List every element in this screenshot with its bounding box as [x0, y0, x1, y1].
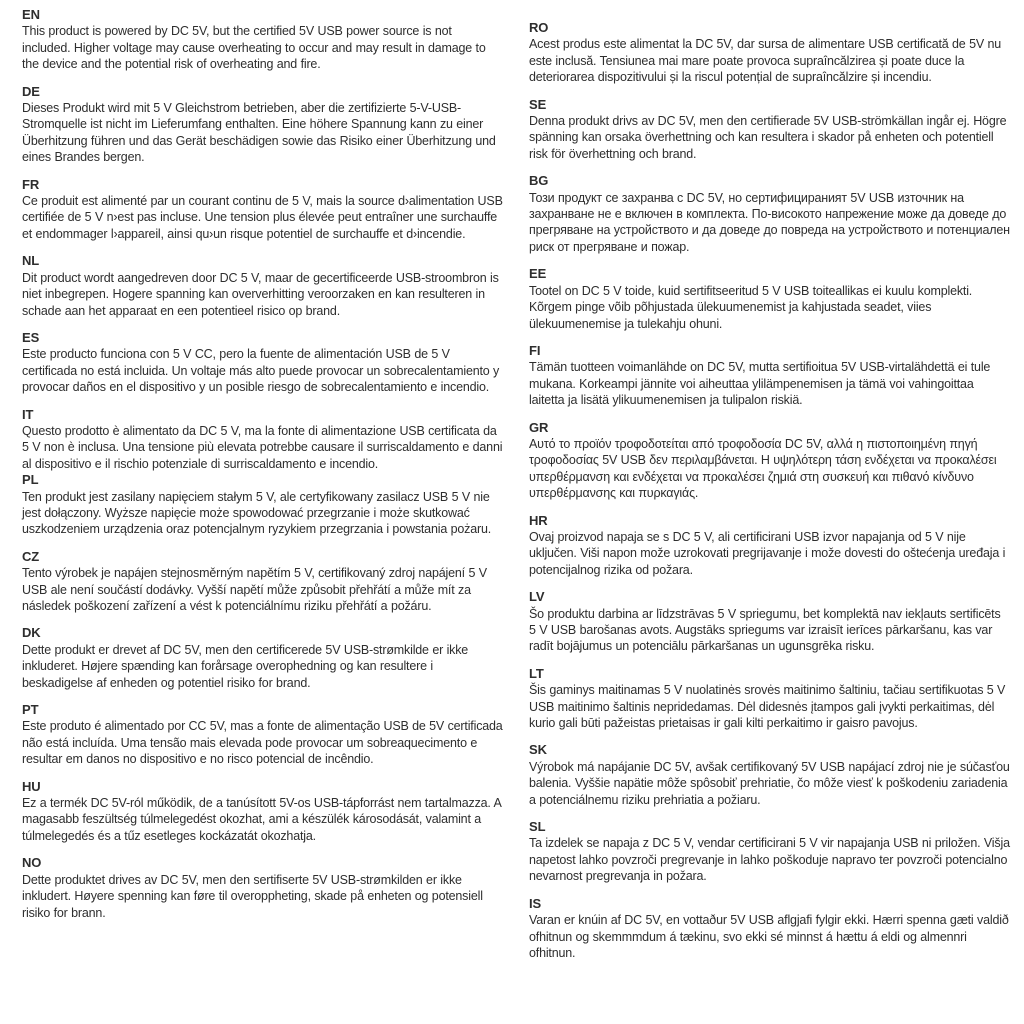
language-code-label: IS — [529, 895, 542, 911]
notice-text: Dette produkt er drevet af DC 5V, men den certificerede 5V USB-strømkilde er ikke inkluderet. Højere spænding kan forårsage overophedning og kan resultere i beskadigelse af enheden og potentiel risiko for brand. — [22, 642, 469, 690]
column-left — [22, 7, 503, 1024]
language-code-label: NL — [22, 253, 40, 269]
notice-text: Ce produit est alimenté par un courant continu de 5 V, mais la source d›alimentation USB certifiée de 5 V n›est pas incluse. Une tension plus élevée peut entraîner une surchauffe et endommager l›appareil, ainsi qu›un risque potentiel de surchauffe et d›incendie. — [22, 194, 503, 241]
language-code-label: EN — [22, 7, 40, 22]
notice-text: Questo prodotto è alimentato da DC 5 V, ma la fonte di alimentazione USB certificata da 5 V non è inclusa. Una tensione più elevata potrebbe causare il surriscaldamento e danni al dispositivo e il rischio potenziale di surriscaldamento e incendio. — [22, 423, 503, 471]
language-code-label: FR — [22, 176, 40, 192]
notice-text: Ta izdelek se napaja z DC 5 V, vendar certificirani 5 V vir napajanja USB ni priložen. Višja napetost lahko povzroči pregrevanje in lahko poškoduje napravo ter povzroči potencialno nevarnost pregrevanja in požara. — [529, 836, 1010, 884]
language-section — [529, 589, 1010, 655]
notice-text: Αυτό το προϊόν τροφοδοτείται από τροφοδοσία DC 5V, αλλά η πιστοποιημένη πηγή τροφοδοσίας 5V USB δεν περιλαμβάνεται. Η υψηλότερη τάση ενδέχεται να προκαλέσει υπερθέρμανση και ενδέχεται να προκαλέσει ζημιά στη συσκευή και πιθανό κίνδυνο υπερθέρμανσης και πυρκαγιάς. — [529, 436, 997, 501]
language-code-label: ES — [22, 329, 40, 345]
language-section — [22, 407, 503, 473]
language-code-label: SL — [529, 819, 546, 835]
language-section — [22, 549, 503, 615]
notice-text: Tämän tuotteen voimanlähde on DC 5V, mutta sertifioitua 5V USB-virtalähdettä ei tule mukana. Korkeampi jännite voi aiheuttaa ylilämpenemisen ja tämä voi vahingoittaa laitetta ja lisätä ylikuumenemisen ja tulipalon riskiä. — [529, 360, 991, 408]
notice-text: Šis gaminys maitinamas 5 V nuolatinės srovės maitinimo šaltiniu, tačiau sertifikuotas 5 V USB maitinimo šaltinis nepridedamas. Dėl didesnės įtampos gali įvykti perkaitimas, dėl kurio gali būti pažeistas prietaisas ir gali kilti perkaitimo ir gaisro pavojus. — [529, 683, 1006, 731]
language-code-label: HU — [22, 778, 41, 794]
language-section — [529, 513, 1010, 579]
language-code-label: IT — [22, 406, 34, 422]
language-code-label: LV — [529, 589, 545, 605]
language-section — [22, 253, 503, 319]
notice-text: Este produto é alimentado por CC 5V, mas a fonte de alimentação USB de 5V certificada não está incluída. Uma tensão mais elevada pode provocar um sobreaquecimento e resultar em danos no dispositivo e no risco potencial de incêndio. — [22, 719, 503, 767]
notice-text: Този продукт се захранва с DC 5V, но сертифицираният 5V USB източник на захранване не е включен в комплекта. По-високото напрежение може да доведе до прегряване на устройството и да доведе до повреда на устройството и потенциален риск от прегряване и пожар. — [529, 190, 1010, 254]
language-section — [529, 420, 1010, 502]
language-section — [22, 330, 503, 396]
language-section — [22, 702, 503, 768]
language-section — [22, 855, 503, 921]
notice-text: Ez a termék DC 5V-ról működik, de a tanúsított 5V-os USB-tápforrást nem tartalmazza. A magasabb feszültség túlmelegedést okozhat, ami a készülék károsodását, valamint a túlmelegedés és a tűz esetleges kockázatát okozhatja. — [22, 796, 501, 843]
notice-text: This product is powered by DC 5V, but the certified 5V USB power source is not included. Higher voltage may cause overheating to occur and may result in damage to the device and the potential risk of overheating and fire. — [22, 24, 486, 72]
language-code-label: BG — [529, 173, 549, 189]
language-code-label: EE — [529, 266, 547, 282]
language-section — [529, 343, 1010, 409]
language-section — [529, 20, 1010, 86]
language-code-label: DE — [22, 83, 40, 99]
notice-text: Ten produkt jest zasilany napięciem stałym 5 V, ale certyfikowany zasilacz USB 5 V nie jest dołączony. Wyższe napięcie może spowodować przegrzanie i może skutkować uszkodzeniem urządzenia oraz potencjalnym ryzykiem przegrzania i powstania pożaru. — [22, 489, 492, 537]
notice-text: Varan er knúin af DC 5V, en vottaður 5V USB aflgjafi fylgir ekki. Hærri spenna gæti valdið ofhitnun og skemmmdum á tækinu, svo ekki sé minnst á hættu á eldi og almennri ofhitnun. — [529, 913, 1009, 960]
notice-text: Dit product wordt aangedreven door DC 5 V, maar de gecertificeerde USB-stroombron is niet inbegrepen. Hogere spanning kan oververhitting veroorzaken en kan resulteren in schade aan het apparaat en een potentieel risico op brand. — [22, 270, 499, 318]
language-code-label: FI — [529, 342, 541, 358]
column-right — [529, 7, 1010, 1024]
language-code-label: LT — [529, 665, 544, 681]
language-section — [22, 177, 503, 243]
language-section — [22, 625, 503, 691]
notice-text: Dieses Produkt wird mit 5 V Gleichstrom betrieben, aber die zertifizierte 5-V-USB-Stromquelle ist nicht im Lieferumfang enthalten. Eine höhere Spannung kann zu einer Überhitzung führen und das Gerät beschädigen sowie das Risiko einer Überhitzung und eines Brandes bergen. — [22, 101, 496, 165]
language-code-label: PT — [22, 702, 39, 718]
language-code-label: NO — [22, 855, 42, 871]
language-code-label: SE — [529, 96, 547, 112]
language-section — [529, 742, 1010, 808]
language-section — [529, 266, 1010, 332]
language-section — [529, 173, 1010, 255]
language-code-label: PL — [22, 472, 39, 488]
notice-text: Denna produkt drivs av DC 5V, men den certifierade 5V USB-strömkällan ingår ej. Högre spänning kan orsaka överhettning och kan resultera i skador på enheten och potentiell risk för överhettning och brand. — [529, 114, 1007, 161]
notice-text: Tootel on DC 5 V toide, kuid sertifitseeritud 5 V USB toiteallikas ei kuulu komplekti. Kõrgem pinge võib põhjustada ülekuumenemist ja kahjustada seadet, viies ülekuumenemise ja tulekahju ohuni. — [529, 283, 973, 331]
notice-text: Ovaj proizvod napaja se s DC 5 V, ali certificirani USB izvor napajanja od 5 V nije uključen. Viši napon može uzrokovati pregrijavanje i može dovesti do oštećenja uređaja i potencijalnog rizika od požara. — [529, 529, 1006, 577]
language-code-label: GR — [529, 419, 549, 435]
language-code-label: DK — [22, 625, 41, 641]
language-section — [529, 666, 1010, 732]
language-section — [22, 472, 503, 538]
language-code-label: RO — [529, 20, 549, 35]
notice-text: Dette produktet drives av DC 5V, men den sertifiserte 5V USB-strømkilden er ikke inkludert. Høyere spenning kan føre til overoppheting, skade på enheten og potensiell risiko for brann. — [22, 872, 483, 920]
language-section — [22, 779, 503, 845]
language-section — [529, 97, 1010, 163]
language-section — [22, 84, 503, 166]
language-section — [22, 7, 503, 73]
notice-text: Acest produs este alimentat la DC 5V, dar sursa de alimentare USB certificată de 5V nu este inclusă. Tensiunea mai mare poate provoca supraîncălzirea și poate duce la deteriorarea dispozitivului și la riscul potențial de supraîncălzire și incendiu. — [529, 37, 1002, 85]
notice-text: Šo produktu darbina ar līdzstrāvas 5 V spriegumu, bet komplektā nav iekļauts sertificēts 5 V USB barošanas avots. Augstāks spriegums var izraisīt ierīces pārkaršanu, kas var radīt bojājumus un potenciālu pārkaršanas un ugunsgrēka risku. — [529, 606, 1001, 654]
language-code-label: HR — [529, 512, 548, 528]
notice-text: Este producto funciona con 5 V CC, pero la fuente de alimentación USB de 5 V certificada no está incluida. Un voltaje más alto puede provocar un sobrecalentamiento y provocar daños en el dispositivo y un posible riesgo de sobrecalentamiento e incendio. — [22, 347, 500, 395]
language-code-label: CZ — [22, 548, 40, 564]
notice-text: Tento výrobek je napájen stejnosměrným napětím 5 V, certifikovaný zdroj napájení 5 V USB ale není součástí dodávky. Vyšší napětí může způsobit přehřátí a může mít za následek poškození zařízení a vést k potenciálnímu riziku přehřátí a požáru. — [22, 566, 487, 613]
notice-text: Výrobok má napájanie DC 5V, avšak certifikovaný 5V USB napájací zdroj nie je súčasťou balenia. Vyššie napätie môže spôsobiť prehriatie, čo môže viesť k poškodeniu zariadenia a potenciálnemu riziku prehriatia a požiaru. — [529, 759, 1010, 807]
language-section — [529, 819, 1010, 885]
language-section — [529, 896, 1010, 962]
language-code-label: SK — [529, 742, 547, 758]
